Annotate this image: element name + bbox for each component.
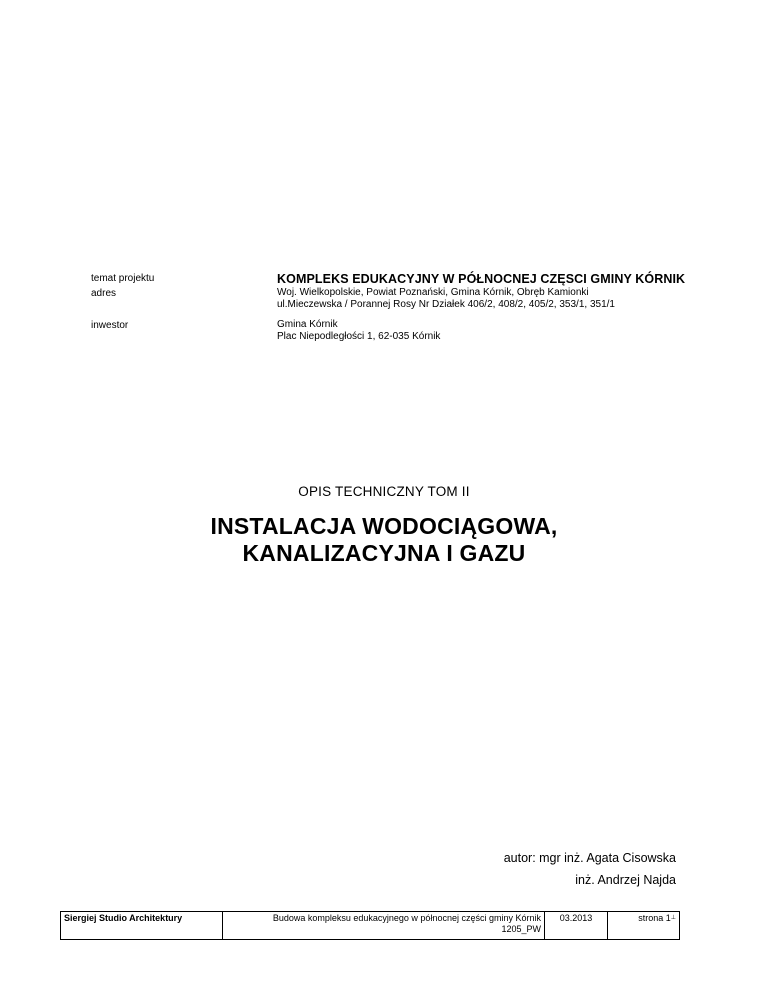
author-line-2: inż. Andrzej Najda bbox=[575, 873, 676, 887]
footer-description bbox=[223, 912, 545, 940]
document-title-line-1: INSTALACJA WODOCIĄGOWA, bbox=[210, 513, 558, 539]
label-investor: inwestor bbox=[91, 320, 129, 331]
document-title-line-2: KANALIZACYJNA I GAZU bbox=[242, 540, 526, 566]
address-line-1: Woj. Wielkopolskie, Powiat Poznański, Gmina Kórnik, Obręb Kamionki bbox=[277, 287, 589, 298]
footer-date: 03.2013 bbox=[545, 912, 608, 940]
footer-studio: Siergiej Studio Architektury bbox=[61, 912, 223, 940]
investor-line-1: Gmina Kórnik bbox=[277, 319, 338, 330]
author-line-1: autor: mgr inż. Agata Cisowska bbox=[503, 851, 676, 865]
label-topic: temat projektu bbox=[91, 273, 155, 284]
project-title: KOMPLEKS EDUKACYJNY W PÓŁNOCNEJ CZĘSCI GMINY KÓRNIK bbox=[277, 272, 686, 286]
investor-line-2: Plac Niepodległości 1, 62-035 Kórnik bbox=[277, 331, 441, 342]
document-subtitle: OPIS TECHNICZNY TOM II bbox=[298, 484, 470, 499]
footer-description-line-1: Budowa kompleksu edukacyjnego w północnej części gminy Kórnik bbox=[272, 913, 541, 923]
label-address: adres bbox=[91, 288, 117, 299]
footer-page bbox=[608, 912, 680, 940]
footer-description-line-2: 1205_PW bbox=[501, 924, 541, 934]
page-mark-icon: ⊥ bbox=[670, 915, 676, 921]
address-line-2: ul.Mieczewska / Porannej Rosy Nr Działek 406/2, 408/2, 405/2, 353/1, 351/1 bbox=[277, 299, 615, 310]
footer-table bbox=[60, 911, 680, 940]
footer-page-label: strona 1 bbox=[638, 913, 671, 923]
